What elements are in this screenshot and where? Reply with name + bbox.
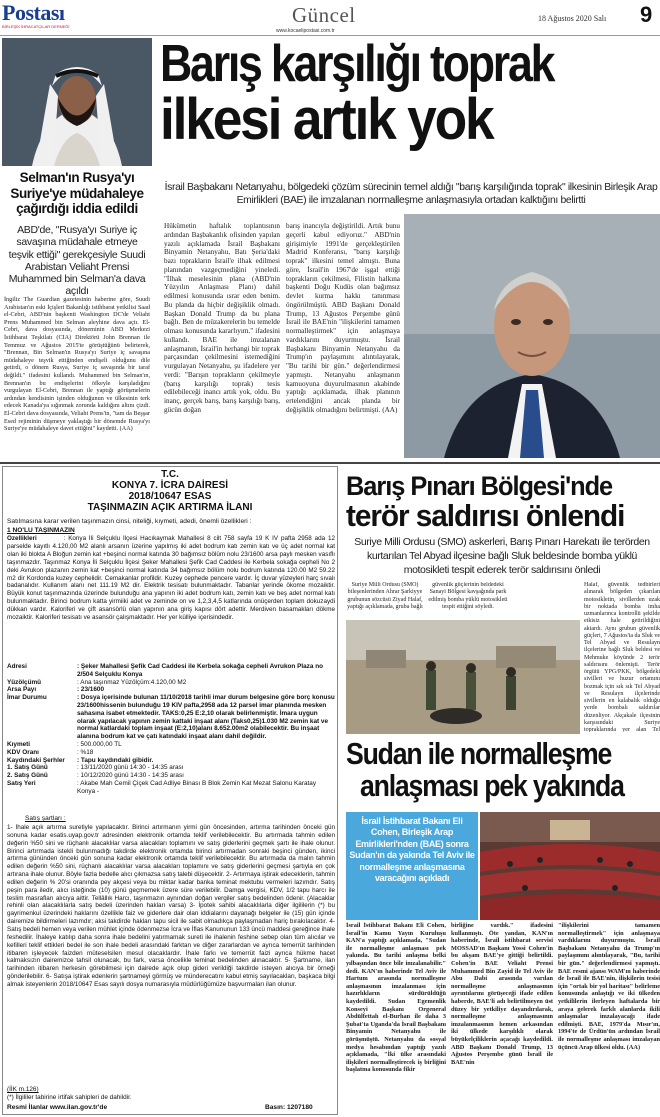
logo-tagline: BİRLEŞİK İHRACATÇILAR DERNEĞİ xyxy=(2,24,70,29)
row-sale-day-2: 2. Satış Günü : 10/12/2020 günü 14:30 - 14:35 arası xyxy=(7,772,184,780)
peace-column-2: güvenlik güçlerinin beldedeki Sanayi Bölgesi kavşağında park edilmiş bomba yüklü motosikleti tespit ettiğini söyledi. xyxy=(428,582,508,610)
issue-date: 18 Ağustos 2020 Salı xyxy=(538,14,607,23)
row-sale-place: Satış Yeri : Akabe Mah Cemil Çiçek Cad Adliye Binası B Blok Zemin Kat Mezat Salonu Karatay Konya - xyxy=(7,779,317,795)
row-area: Yüzölçümü : Ana taşınmaz Yüzölçüm:4.120,00 M2 xyxy=(7,678,187,686)
notice-footer-left: Resmi İlanlar www.ilan.gov.tr'de xyxy=(7,1104,108,1111)
prince-photo xyxy=(2,38,152,166)
soldiers-photo xyxy=(346,620,580,734)
notice-title-1: T.C. xyxy=(161,469,179,480)
sidebar-deck: ABD'de, "Rusya'yı Suriye iç savaşına müdahale etmeye teşvik ettiği" gerekçesiyle Suudi Arabistan Veliaht Prensi Muhammed bin Selman'a dava açıldı xyxy=(8,224,146,298)
logo-text: Postası xyxy=(2,0,65,25)
row-share: Arsa Payı : 23/1600 xyxy=(7,686,105,694)
row-sale-day-1: 1. Satış Günü : 13/11/2020 günü 14:30 - 14:35 arası xyxy=(7,764,184,772)
lead-headline-1: Barış karşılığı toprak xyxy=(160,35,554,93)
sudan-column-3: "ilişkilerini tamamen normalleştirmek" için anlaşmaya vardıklarını duyurmuştu. İsrail Başbakanı Netanyahu da Trump'ın paylaşımını alıntılayarak, "Bu, tarihi bir gün." değerlendirmesi yapmıştı. BAE resmi ajansı WAM'ın haberinde de İsrail ile BAE'nin, ilişkilerin tesisi için "ortak bir yol haritası" belirleme konusunda anlaştığı ve iki ülkeden yetkililerin ilerleyen haftalarda bir araya gelerek farklı alanlarda ikili anlaşmalar imzalayacağı ifade edilmişti. BAE, 1979'da Mısır'ın, 1994'te de Ürdün'ün ardından İsrail ile normalleşme anlaşması imzalayan üçüncü Arap ülkesi oldu. (AA) xyxy=(558,922,660,1051)
lead-deck: İsrail Başbakanı Netanyahu, bölgedeki çözüm sürecinin temel aldığı "barış karşılığında toprak" ilkesinin Birleşik Arap Emirlikleri (BAE) ile imzalanan normalleşme anlaşmasıyla ortadan kalktığını belirtti xyxy=(164,182,658,207)
section-divider xyxy=(0,462,660,464)
notice-footnote: (*) İlgililer tabirine irtifak sahipleri de dahildir. xyxy=(7,1094,132,1101)
features-text: : Konya İli Selçuklu İlçesi Hacıkaymak Mahallesi 8 cilt 758 sayfa 19 K IV pafta 2958 ada 12 parselde kayıtlı 4.120,00 M2 alanlı arsanın üzerine yapılmış iki adet bodrum katı zemin katı ve üç adet normal kat olan iki blokta A Bloğun zemin kat +beşinci normal katında 30 bağımsız bölüm nolu 23/1600 arsa paylı mesken vasıflı taşınmazdır. Taşınmaz Konya İli Selçuklu İlçesi Şeker Mahallesi Şefik Cad Caddesi ile Kerbela sokağa cepheli No 2 deki Avrukon plazanın zemin kat +beşinci normal katında 34 bağımsız bölüm nolu bodrum katında 120.00 M2 59.22 m2 dir Kordonda kuzey cephelidir. Cemakanlar profildir. Kuzey cephede pencere vardır. İç duvar yüzeyleri harç sıvalı badanalıdır. Kullanım alanı net 111.19 M2 dir. Elektrik tesisatı bulunmaktadır. Tabanlar yerinde ökome mozaiktir. Büyük konut taşınmazında üzerinde bulunduğu ana yapının iki adet bodrum katı, zemin katı ve beş adet normal katı bulunmaktadır. Birinci bodrum katta yirmiiki adet ve zeminde on ve 1,2,3,4,5 katlarında onüçerden toplam dokuzaydi dükkan vardır. Kaloriferi ve çift asansörlü olan yapının ana giriş kapısı dört adettir. Merdiven basamakları dökme mozaiktir. Kaloriferi tesisatı ve asansör çalışmaktadır. Her yer külliye içerisindedir. xyxy=(7,535,335,622)
notice-features xyxy=(7,535,335,663)
peace-column-3: Halaf, güvenlik tedbirleri alınarak bölgeden çıkarılan motosikletin, sivillerden uzak bir noktada bomba imha uzmanlarınca kontrollü şekilde etkisiz hale getirildiğini aktardı. Aynı grubun güvenlik güçleri, 7 Ağustos'ta da Sluk ve Tel Abyad ve Resulayn ilçelerine bağlı Sluk beldesi ve Mehmuke köyünde 2 terör saldırısını önlemişti. Terör örgütü YPG/PKK, bölgedeki sivilleri ve huzur ortamını bozmak için sık sık Tel Abyad ve Resulayn ilçelerinde sivillerin en kalabalık olduğu yerde bombalı saldırılar düzenliyor. Akçakale ilçesinin karşısındaki Suriye topraklarında yer alan Tel xyxy=(584,582,660,732)
lead-column-1: Hükümetin haftalık toplantısının ardından Başbakanlık ofisinden yapılan yazılı açıklamada İsrail Başbakanı Binyamin Netanyahu, Batı Şeria'daki bazı toprakların İsrail'e ilhak edilmesi planından vazgeçmediğini yineledi. "İlhak meselesinin plana (ABD'nin Yüzyılın Anlaşması Planı) dahil edilmesi konusunda ısrar eden benim. Bu planda da hiçbir değişiklik olmadı. Başkan Donald Trump da bu plana bağlı. Ben de müzakerelerin bu temelde olması konusunda kararlıyım." ifadesini kullandı. BAE ile imzalanan anlaşmanın, İsrail'in herhangi bir toprak parçasından çekilmesini istemediğini vurgulayan Netanyahu, şu ifadelere yer verdi: "Barışın toprakların çekilmeyle (barış karşılığı toprak) tesis edilebileceği inancı artık yok, oldu. Bu inanç, gerçek barış, barış karşılığı barış, gücün doğan xyxy=(164,222,280,414)
notice-intro: Satılmasına karar verilen taşınmazın cinsi, niteliği, kıymeti, adedi, önemli özellikleri : xyxy=(7,518,252,525)
lead-column-2: barış inancıyla değiştirildi. Artık bunu geçerli kabul ediyoruz." ABD'nin girişimiyle 1991'de gerçekleştirilen Madrid Konferansı, "barış karşılığı toprak" ilkesini temel almıştı. Buna göre, İsrail'in 1967'de işgal ettiği toprakların çekilmesi, Filistin halkına başkenti Doğu Kudüs olan bağımsız devlet kurma hakkı tanınması öngörülmüştü. ABD Başkanı Donald Trump, 13 Ağustos Perşembe günü İsrail ile BAE'nin "ilişkilerini tamamen normalleştirmek" için anlaşmaya vardıklarını duyurmuştu. İsrail Başbakanı Binyamin Netanyahu da Trump'ın paylaşımını alıntılayarak, "Bu tarihi bir gün." değerlendirmesi yapmıştı. Netanyahu anlaşmanın kamuoyuna duyurulmasının akabinde yaptığı açıklamada, ilhak planının ertelendiğini ancak planda bir değişiklik olmadığını belirtmişti. (AA) xyxy=(286,222,400,414)
notice-title-3: 2018/10647 ESAS xyxy=(128,491,212,502)
sidebar-body: İngiliz The Guardian gazetesinin haberine göre, Suudi Arabistan'ın eski İçişleri Bakanlığı istihbarat yetkilisi Saad el-Cebri, ABD'nin başkenti Washington DC'de Veliaht Prens Muhammed bin Selman aleyhine dava açtı. El-Cebri, dava dosyasında, döneminin ABD Merkezi İstihbarat Teşkilatı (CIA) Direktörü John Brennan ile Temmuz ve Ağustos 2015'te görüştüğünü belirterek, "Brennan, Bin Selman'ın Rusya'yı Suriye iç savaşına müdahaleye teşvik ettiğinden endişeli olduğunu dile getirdi, o dönem Rusya, Suriye iç savaşında bir taraf değildi." ifadesini kullandı. Muhammed bin Selman'ın, Brennan'ın bu endişelerini öfkeyle karşıladığını vurgulayan El-Cebri, Brennan ile yaptığı görüşmelerin ardından kendisinin işinden olduğunun ve ülkesinin terk edecek Kanada'ya sığınmak zorunda kaldığını altını çizdi. El-Cebri dava dosyasında, Veliaht Prens'in, "tam da Beşşar Esed rejiminin düşmeye yaklaştığı bir dönemde Rusya'yı Suriye'ye müdahaleye davet ettiğini" kaydetti. (AA) xyxy=(4,296,150,433)
notice-footer-right: Basın: 1207180 xyxy=(265,1104,313,1111)
notice-item-heading: 1 NO'LU TAŞINMAZIN xyxy=(7,527,75,534)
peace-deck: Suriye Milli Ordusu (SMO) askerleri, Barış Pınarı Harekatı ile terörden kurtarılan Tel Abyad ilçesine bağlı Sluk beldesinde bomba yüklü motosikleti tespit ederek terör saldırısını önledi xyxy=(354,536,650,576)
terms-text: 1- İhale açık artırma suretiyle yapılacaktır. Birinci artırmanın yirmi gün öncesinden, artırma tarihinden önceki gün sonuna kadar esatis.uyap.gov.tr adresinden elektronik ortamda teklif verilebilecektir. Bu artırmada tahmin edilen değerin %50 sini ve rüçhanlı alacaklılar varsa alacakları toplamını ve satış giderlerini geçmek şartı ile ihale olunur. Birinci artırmada istekli bulunmadığı takdirde elektronik ortamda birinci artırmadan sonraki beşinci günden, ikinci artırma gününden önceki gün sonuna kadar elektronik ortamda teklif verilebilecektir. Bu artırmada da malın tahmin edilen değerin %50 sini, rüçhanlı alacaklılar varsa alacakları toplamını ve satış giderlerini geçmesi şartıyla en çok artırana ihale olunur. Böyle fazla bedelle alıcı çıkmazsa satış talebi düşecektir. 2- Artırmaya iştirak edeceklerin, tahmin edilen değerin % 20'si oranında pey akçesi veya bu miktar kadar banka teminat mektubu vermeleri lazımdır. Satış peşin para iledir, alıcı isteğinde (10) günü geçmemek üzere süre verilebilir. Damga vergisi, KDV, 1/2 tapu harcı ile teslim masrafları alıcıya aittir. Tellâllık Harcı, taşınmazın aynından doğan vergiler satış bedelinden ödenir. (Alacaklar rehinli olan alacaklılarla satış bedeli üzerinden hakları varsa) 3- İpotek sahibi alacaklılarla diğer ilgililerin (*) bu gayrimenkul üzerindeki haklarını özellikle faiz ve giderlere dair olan iddialarını dayanağı belgeler ile (15) gün içinde dairemize bildirmeleri lazımdır; aksi takdirde hakları tapu sicil ile sabit olmadıkça paylaşmadan hariç bırakılacaktır. 4- Satış bedeli hemen veya verilen mühlet içinde ödenmezse İcra ve İflas Kanununun 133 üncü maddesi gereğince ihale feshedilir. İhaleye katılıp daha sonra ihale bedelini yatırmamak sureti ile ihalenin feshine sebep olan tüm alıcılar ve kefilleri teklif ettikleri bedel ile son ihale bedeli arasındaki farktan ve diğer zararlardan ve ayrıca temerrüt tarihinden itibaren işleyecek faizden müteselsilen mesul olacaklardır. İhale farkı ve temerrüt faizi ayrıca hükme hacet kalmaksızın dairemizce tahsil olunacak, bu fark, varsa öncelikle teminat bedelinden alınacaktır. 5- Şartname, ilan tarihinden itibaren herkesin görebilmesi için dairede açık olup gideri verildiği takdirde isteyen alıcıya bir örneği gönderilebilir. 6- Satışa iştirak edenlerin şartnameyi görmüş ve münderecatını kabul etmiş sayılacakları, başkaca bilgi almak isteyenlerin 2018/10647 Esas sayılı dosya numarasıyla müdürlüğümüze başvurmaları ilan olunur. xyxy=(7,824,335,988)
sudan-column-2: birliğine vardık." ifadesini kullanmıştı. Öte yandan, KAN'ın haberinde, İsrail istihbarat servisi MOSSAD'ın Başkanı Yossi Cohen'in bu akşam BAE'ye gittiği belirtildi. Cohen'in BAE Veliaht Prensi Muhammed Bin Zayid ile Tel Aviv ile Abu Dabi arasında varılan normalleşme anlaşmasının ayrıntılarını görüşeceği ifade edilen haberde, BAE'li adı belirtilmeyen üst düzey bir yetkiliye dayandırılarak, normalleşme anlaşmasının imzalanmasının hemen arkasından iki ülkede karşılıklı olarak büyükelçiliklerin açacağı kaydedildi. ABD Başkanı Donald Trump, 13 Ağustos Perşembe günü İsrail ile BAE'nin xyxy=(451,922,553,1066)
parliament-photo xyxy=(480,812,660,920)
lead-headline-2: ilkesi artık yok xyxy=(160,87,493,152)
row-vat: KDV Oranı : %18 xyxy=(7,748,94,756)
peace-headline-1: Barış Pınarı Bölgesi'nde xyxy=(346,471,613,501)
peace-headline-2: terör saldırısı önlendi xyxy=(346,498,625,533)
sudan-deck: İsrail İstihbarat Bakanı Eli Cohen, Birleşik Arap Emirlikleri'nden (BAE) sonra Sudan'ın da yakında Tel Aviv ile normalleşme anlaşmasına varacağını açıkladı xyxy=(349,816,475,884)
newspaper-logo xyxy=(2,2,84,32)
notice-rows xyxy=(7,663,335,796)
terms-heading: Satış şartları : xyxy=(25,815,66,822)
sudan-headline-1: Sudan ile normalleşme xyxy=(346,736,612,771)
row-address: Adresi : Şeker Mahallesi Şefik Cad Caddesi ile Kerbela sokağa cepheli Avrukon Plaza no 2/504 Selçuklu Konya xyxy=(7,663,324,678)
website: www.kocaelipostasi.com.tr xyxy=(276,28,335,34)
netanyahu-photo xyxy=(404,214,660,458)
ilk-reference: (İİK m.126) xyxy=(7,1086,39,1093)
sudan-headline-2: anlaşması pek yakında xyxy=(360,768,624,803)
page-number: 9 xyxy=(640,2,653,27)
legal-notice xyxy=(2,466,338,1115)
peace-column-1: Suriye Milli Ordusu (SMO) bileşenlerinden Ahrar Şarkiyye grubunun sözcüsü Ziyad Halaf, yaptığı açıklamada, gruba bağlı xyxy=(347,582,423,610)
row-value: Kıymeti : 500.000,00 TL xyxy=(7,740,122,748)
row-zoning: İmar Durumu : Dosya içerisinde bulunan 11/10/2018 tarihli imar durum belgesine göre borç konusu 23/1600hissenin bulunduğu 19 KIV pafta,2958 ada 12 parsel imar planında mesken sahasına isabet etmektedir. TAKS:0,25 E:2,10 olarak belirlenmiştir. İmara uygun olarak yapılacak yapının zemin kattaki inşaat alanı (Taks0,25)1.030 M2 zemin kat ve normal katlardaki toplam inşaat (E:2,10)alanı 8.652.00m2 olabilecektir. Bu inşaat alanına bodrum kat ve çatı katındaki inşaat alanı dahil değildir. xyxy=(7,694,335,741)
masthead xyxy=(0,0,660,36)
sudan-column-1: İsrail İstihbarat Bakanı Eli Cohen, İsrail'in Kamu Yayın Kuruluşu KAN'a yaptığı açıklamada, "Sudan ile normalleşme anlaşması pek yakında. Bu tarihi anlaşma belki yılbaşından önce bile imzalanabilir." dedi. KAN'ın haberinde Tel Aviv ile Hartum arasında normalleşme anlaşmasının imzalanması için hazırlıkların sürdürüldüğü kaydedildi. Sudan Egemenlik Konseyi Başkanı Orgeneral Abdülfettah el-Burhan ile daha 3 Şubat'ta Uganda'da İsrail Başbakanı Binyamin Netanyahu ile görüşmüştü. Netanyahu da sosyal medya hesabından yaptığı yazılı açıklamada, "İki ülke arasındaki ilişkileri normalleştirecek iş birliğini başlatma konusunda fikir xyxy=(346,922,446,1074)
sudan-info-box xyxy=(346,812,478,920)
features-label: Özellikleri xyxy=(7,535,37,542)
notice-title-2: KONYA 7. İCRA DAİRESİ xyxy=(111,480,229,491)
sidebar-headline: Selman'ın Rusya'yı Suriye'ye müdahaleye çağırdığı iddia edildi xyxy=(10,170,144,216)
row-annotations: Kaydındaki Şerhler : Tapu kaydındaki gibidir. xyxy=(7,756,154,764)
section-title: Güncel xyxy=(292,3,356,27)
notice-title-4: TAŞINMAZIN AÇIK ARTIRMA İLANI xyxy=(87,502,253,513)
